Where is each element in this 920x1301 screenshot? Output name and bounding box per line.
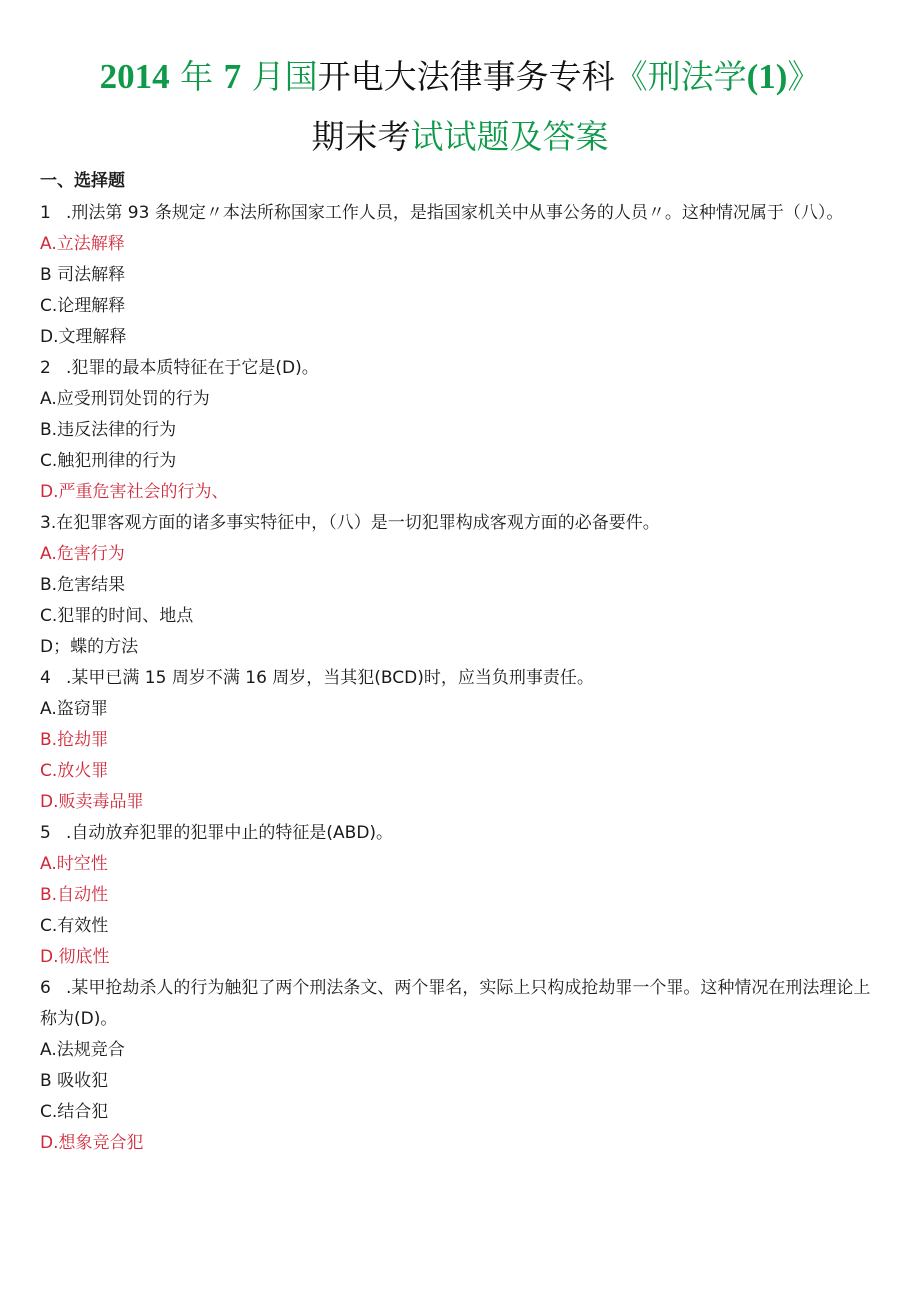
- question-3-option-c: C.犯罪的时间、地点: [40, 606, 194, 626]
- title-part-c: 及答案: [509, 117, 609, 156]
- question-number: 6: [40, 978, 51, 998]
- question-4-option-a: A.盗窃罪: [40, 699, 108, 719]
- title-month: 7: [223, 57, 242, 96]
- question-4-option-c: C.放火罪: [40, 761, 109, 781]
- question-6-stem: [40, 973, 880, 1035]
- question-3-option-b: B.危害结果: [40, 575, 126, 595]
- document-title-line-2: [0, 117, 920, 157]
- question-6-option-c: C.结合犯: [40, 1102, 109, 1122]
- question-3-option-a: A.危害行为: [40, 544, 125, 564]
- question-2-option-b: B.违反法律的行为: [40, 420, 177, 440]
- question-text: .犯罪的最本质特征在于它是(D)。: [66, 358, 319, 378]
- question-4-option-b: B.抢劫罪: [40, 730, 109, 750]
- title-nian: 年: [180, 57, 214, 96]
- question-6-option-b: B 吸收犯: [40, 1071, 109, 1091]
- question-5-option-d: D.彻底性: [40, 947, 110, 967]
- question-5-option-a: A.时空性: [40, 854, 108, 874]
- question-5-stem: [40, 818, 880, 849]
- title-yue: 月国: [251, 57, 318, 96]
- title-course-num: (1): [746, 57, 788, 96]
- question-5-option-b: B.自动性: [40, 885, 109, 905]
- question-6-option-a: A.法规竞合: [40, 1040, 125, 1060]
- title-course-close: 》: [787, 57, 821, 96]
- question-list: [40, 198, 880, 1159]
- question-2-option-c: C.触犯刑律的行为: [40, 451, 177, 471]
- title-year: 2014: [99, 57, 170, 96]
- title-part-a: 期末考: [311, 117, 411, 156]
- question-3-option-d: D；蝶的方法: [40, 637, 139, 657]
- question-1-stem: [40, 198, 880, 229]
- question-3-stem: [40, 508, 880, 539]
- document-title-line-1: [0, 57, 920, 97]
- title-part-b: 试试题: [410, 117, 510, 156]
- question-number: 5: [40, 823, 51, 843]
- question-1-option-b: B 司法解释: [40, 265, 126, 285]
- question-5-option-c: C.有效性: [40, 916, 109, 936]
- question-4-stem: [40, 663, 880, 694]
- question-text: 3.在犯罪客观方面的诸多事实特征中，（八）是一切犯罪构成客观方面的必备要件。: [40, 513, 660, 533]
- question-1-option-d: D.文理解释: [40, 327, 127, 347]
- question-number: 1: [40, 203, 51, 223]
- question-2-stem: [40, 353, 880, 384]
- question-number: 2: [40, 358, 51, 378]
- question-6-option-d: D.想象竞合犯: [40, 1133, 144, 1153]
- question-text: .某甲抢劫杀人的行为触犯了两个刑法条文、两个罪名，实际上只构成抢劫罪一个罪。这种情况在刑法理论上称为(D)。: [40, 978, 871, 1029]
- question-1-option-c: C.论理解释: [40, 296, 126, 316]
- question-text: .自动放弃犯罪的犯罪中止的特征是(ABD)。: [66, 823, 394, 843]
- title-course-open: 《刑法学: [614, 57, 747, 96]
- question-text: .刑法第 93 条规定〃本法所称国家工作人员，是指国家机关中从事公务的人员〃。这种情况属于（八）。: [66, 203, 844, 223]
- section-heading: 一、选择题: [40, 171, 125, 191]
- question-number: 4: [40, 668, 51, 688]
- question-text: .某甲已满 15 周岁不满 16 周岁，当其犯(BCD)时，应当负刑事责任。: [66, 668, 594, 688]
- question-2-option-d: D.严重危害社会的行为、: [40, 482, 229, 502]
- title-org: 开电大法律事务专科: [317, 57, 615, 96]
- question-1-option-a: A.立法解释: [40, 234, 125, 254]
- question-4-option-d: D.贩卖毒品罪: [40, 792, 144, 812]
- question-2-option-a: A.应受刑罚处罚的行为: [40, 389, 210, 409]
